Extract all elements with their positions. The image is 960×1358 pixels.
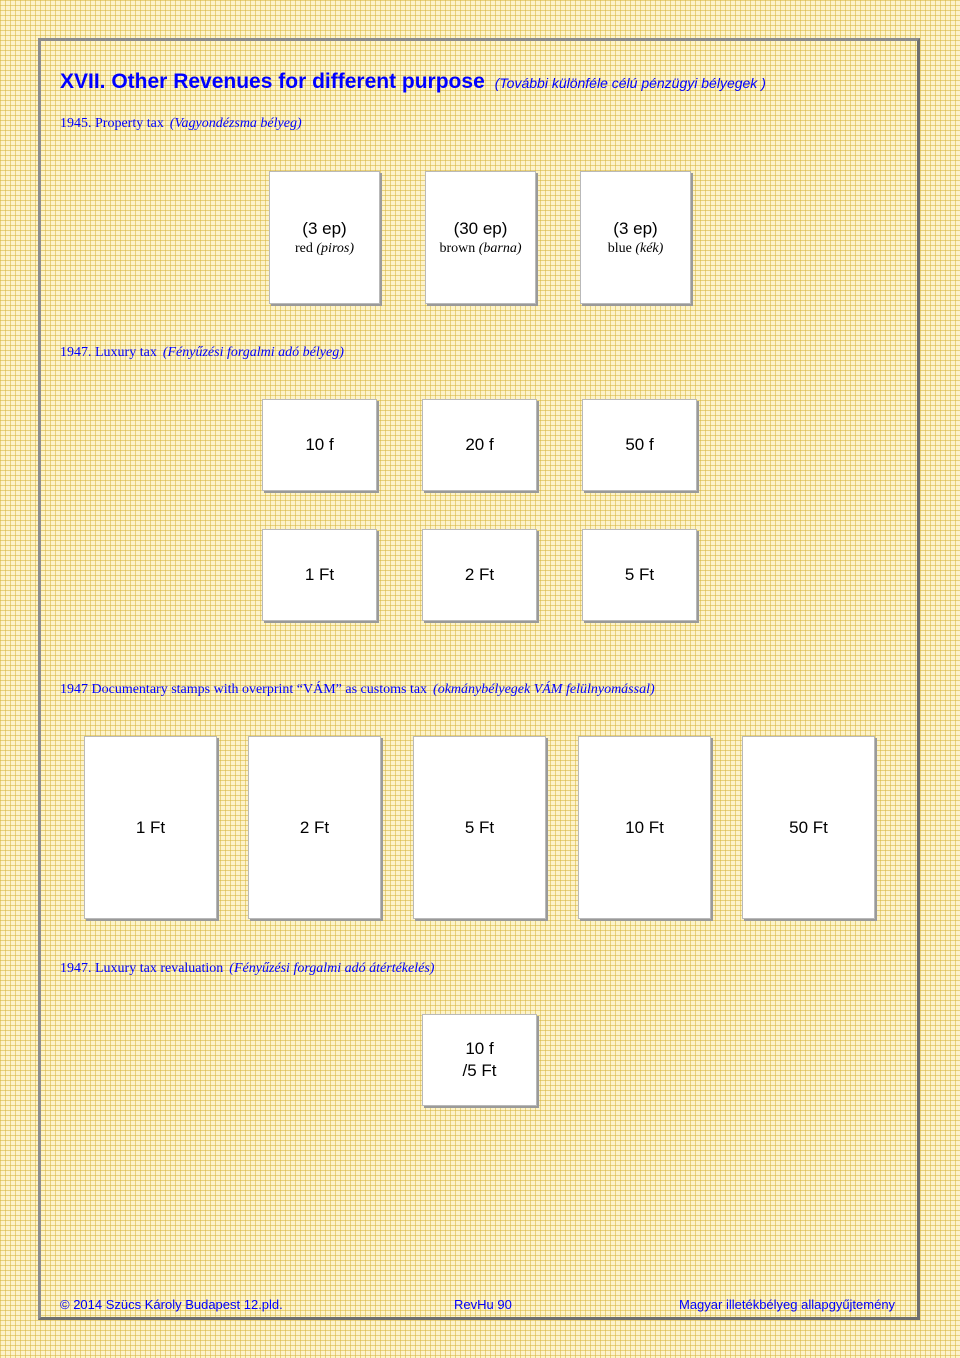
stamp-property-tax-2: [425, 171, 536, 304]
stamp-value: 10 f: [465, 1039, 494, 1058]
stamp-value: (3 ep): [613, 218, 658, 238]
section-heading-property-tax: [60, 116, 302, 132]
page-title: [60, 70, 766, 94]
heading-italic: (okmánybélyegek VÁM felülnyomással): [433, 682, 655, 697]
title-subtitle: (További különféle célú pénzügyi bélyegek ): [494, 75, 766, 91]
stamp-value: 5 Ft: [464, 817, 495, 837]
stamp-value: 2 Ft: [299, 817, 330, 837]
stamp-property-tax-3: [580, 171, 691, 304]
stamp-color-en: red: [295, 240, 313, 256]
stamp-luxury-tax-6: [582, 529, 697, 621]
heading-italic: (Fényűzési forgalmi adó bélyeg): [162, 345, 344, 360]
footer-code: RevHu 90: [454, 1297, 512, 1312]
stamp-color-en: brown: [439, 240, 476, 256]
stamp-value-overprint: /5 Ft: [462, 1061, 497, 1080]
heading-italic: (Fényűzési forgalmi adó átértékelés): [229, 961, 435, 976]
footer-copyright: © 2014 Szücs Károly Budapest 12.pld.: [60, 1297, 283, 1312]
stamp-luxury-tax-2: [422, 399, 537, 491]
stamp-color: [295, 240, 354, 258]
stamp-color-hu: (piros): [316, 240, 354, 256]
stamp-documentary-4: [578, 736, 711, 919]
stamp-luxury-tax-3: [582, 399, 697, 491]
stamp-luxury-revaluation-1: [422, 1014, 537, 1106]
heading-text: 1947. Luxury tax revaluation: [60, 961, 224, 976]
stamp-value: (3 ep): [302, 218, 347, 238]
heading-text: 1947 Documentary stamps with overprint “VÁM” as customs tax: [60, 682, 428, 697]
stamp-value: 10 Ft: [625, 817, 664, 837]
stamp-color-hu: (barna): [478, 240, 522, 256]
title-main: XVII. Other Revenues for different purpose: [60, 70, 485, 93]
stamp-property-tax-1: [269, 171, 380, 304]
stamp-value: 50 Ft: [789, 817, 828, 837]
heading-text: 1945. Property tax: [60, 116, 164, 131]
section-heading-documentary-stamps: [60, 682, 655, 698]
stamp-value: 50 f: [625, 435, 654, 454]
stamp-value: 1 Ft: [135, 817, 166, 837]
stamp-value: 1 Ft: [304, 565, 335, 584]
stamp-documentary-2: [248, 736, 381, 919]
heading-text: 1947. Luxury tax: [60, 345, 157, 360]
stamp-color-hu: (kék): [635, 240, 664, 256]
stamp-documentary-5: [742, 736, 875, 919]
stamp-value: 20 f: [465, 435, 494, 454]
stamp-documentary-3: [413, 736, 546, 919]
stamp-value: 5 Ft: [624, 565, 655, 584]
stamp-luxury-tax-5: [422, 529, 537, 621]
section-heading-luxury-tax: [60, 345, 344, 361]
stamp-color: [608, 240, 664, 258]
stamp-luxury-tax-1: [262, 399, 377, 491]
stamp-value: 10 f: [305, 435, 334, 454]
stamp-color: [439, 240, 521, 258]
section-heading-luxury-revaluation: [60, 961, 434, 977]
stamp-value: (30 ep): [453, 218, 508, 238]
stamp-luxury-tax-4: [262, 529, 377, 621]
stamp-value: 2 Ft: [464, 565, 495, 584]
stamp-color-en: blue: [607, 240, 632, 256]
heading-italic: (Vagyondézsma bélyeg): [169, 116, 302, 131]
stamp-documentary-1: [84, 736, 217, 919]
footer-collection: Magyar illetékbélyeg allapgyűjtemény: [679, 1297, 896, 1312]
